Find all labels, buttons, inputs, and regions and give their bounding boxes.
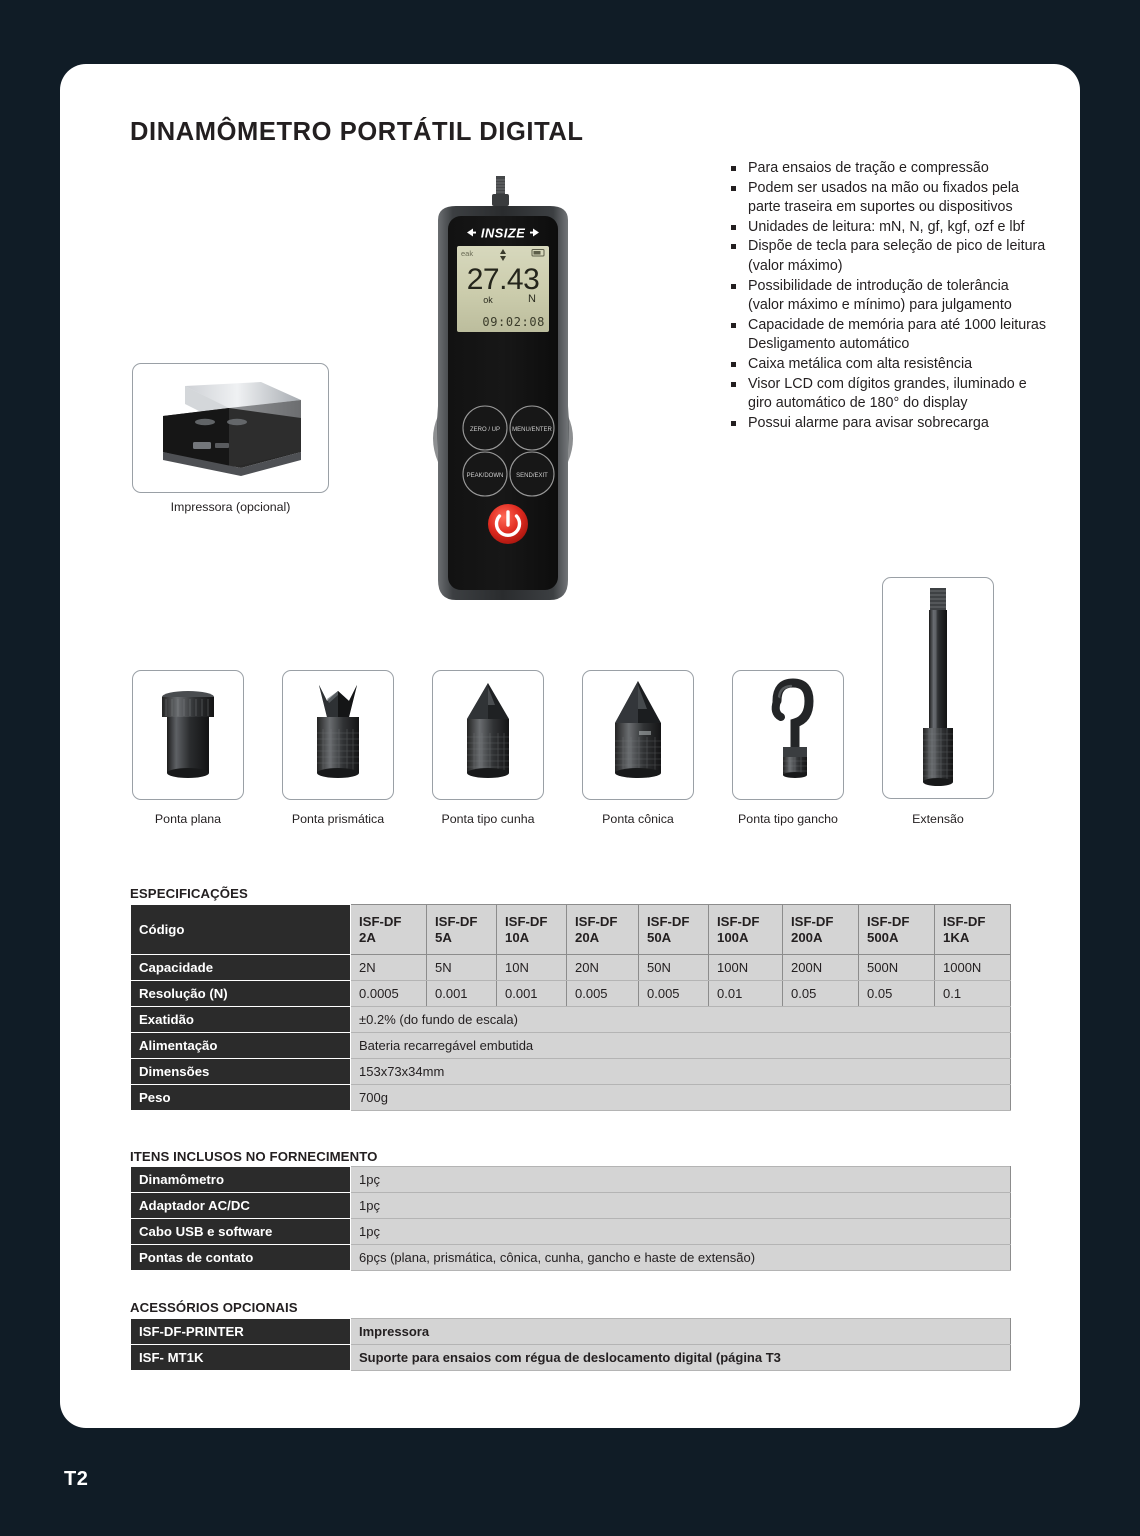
table-row: [131, 955, 1011, 981]
specs-heading: ESPECIFICAÇÕES: [130, 886, 248, 901]
accessory-caption: Ponta cônica: [602, 812, 674, 826]
cell: Bateria recarregável embutida: [351, 1033, 1011, 1059]
table-row: [131, 1193, 1011, 1219]
cell: Impressora: [351, 1319, 1011, 1345]
table-row: [131, 1245, 1011, 1271]
accessory-caption: Ponta prismática: [291, 812, 385, 826]
lcd-peak-label: eak: [461, 249, 474, 258]
cell: 700g: [351, 1085, 1011, 1111]
model-header: ISF-DF 2A: [351, 905, 427, 955]
cell: 1pç: [351, 1167, 1011, 1193]
cell: 1pç: [351, 1219, 1011, 1245]
feature-item: Capacidade de memória para até 1000 leituras: [728, 316, 1048, 336]
table-row: [131, 1007, 1011, 1033]
dynamometer-photo: [408, 176, 598, 636]
table-row: [131, 1219, 1011, 1245]
table-row: [131, 905, 1011, 955]
cell: 0.001: [497, 981, 567, 1007]
feature-item: Podem ser usados na mão ou fixados pela parte traseira em suportes ou dispositivos: [728, 179, 1048, 218]
wedge-tip-icon: [433, 671, 543, 799]
row-label: Alimentação: [131, 1033, 351, 1059]
cell: 100N: [709, 955, 783, 981]
lcd-time: 09:02:08: [482, 315, 545, 329]
specifications-table: [130, 904, 1011, 1111]
row-label: Exatidão: [131, 1007, 351, 1033]
accessory-frame-conical: [582, 670, 694, 800]
printer-photo-frame: [132, 363, 329, 493]
model-header: ISF-DF 200A: [783, 905, 859, 955]
dynamometer-icon: [408, 176, 598, 636]
model-header: ISF-DF 500A: [859, 905, 935, 955]
table-row: [131, 981, 1011, 1007]
accessory-caption: Ponta tipo cunha: [441, 812, 535, 826]
lcd-unit: N: [528, 293, 536, 305]
cell: 10N: [497, 955, 567, 981]
cell: ±0.2% (do fundo de escala): [351, 1007, 1011, 1033]
table-row: [131, 1345, 1011, 1371]
row-label: Dinamômetro: [131, 1167, 351, 1193]
page-card: [60, 64, 1080, 1428]
svg-text:ZERO / UP: ZERO / UP: [469, 427, 501, 433]
cell: 1pç: [351, 1193, 1011, 1219]
lcd-status: ok: [483, 295, 493, 305]
row-label: ISF-DF-PRINTER: [131, 1319, 351, 1345]
svg-text:PEAK/DOWN: PEAK/DOWN: [466, 473, 504, 479]
table-row: [131, 1085, 1011, 1111]
cell: 20N: [567, 955, 639, 981]
feature-item: Visor LCD com dígitos grandes, iluminado e giro automático de 180° do display: [728, 375, 1048, 414]
extension-rod-icon: [883, 578, 993, 798]
table-row: [131, 1059, 1011, 1085]
power-button: [488, 504, 528, 544]
cell: 500N: [859, 955, 935, 981]
model-header: ISF-DF 5A: [427, 905, 497, 955]
accessory-frame-prismatic: [282, 670, 394, 800]
model-header: ISF-DF 1KA: [935, 905, 1011, 955]
row-label: Cabo USB e software: [131, 1219, 351, 1245]
optional-heading: ACESSÓRIOS OPCIONAIS: [130, 1300, 298, 1315]
feature-item: Caixa metálica com alta resistência: [728, 355, 1048, 375]
cell: 0.0005: [351, 981, 427, 1007]
table-row: [131, 1033, 1011, 1059]
page-title: DINAMÔMETRO PORTÁTIL DIGITAL: [130, 118, 584, 146]
accessory-caption: Ponta tipo gancho: [738, 812, 838, 826]
accessory-caption: Extensão: [912, 812, 964, 826]
cell: 200N: [783, 955, 859, 981]
cell: 0.001: [427, 981, 497, 1007]
accessory-frame-wedge: [432, 670, 544, 800]
svg-text:MENU/ENTER: MENU/ENTER: [512, 427, 552, 433]
row-label: ISF- MT1K: [131, 1345, 351, 1371]
lcd-value: 27.43: [466, 263, 540, 296]
cell: 6pçs (plana, prismática, cônica, cunha, gancho e haste de extensão): [351, 1245, 1011, 1271]
cell: 0.005: [639, 981, 709, 1007]
row-label: Código: [131, 905, 351, 955]
optional-accessories-table: [130, 1318, 1011, 1371]
accessory-frame-flat: [132, 670, 244, 800]
accessory-frame-hook: [732, 670, 844, 800]
cell: Suporte para ensaios com régua de deslocamento digital (página T3: [351, 1345, 1011, 1371]
printer-caption: Impressora (opcional): [170, 500, 291, 514]
feature-item: Dispõe de tecla para seleção de pico de leitura (valor máximo): [728, 237, 1048, 276]
table-row: [131, 1167, 1011, 1193]
included-items-table: [130, 1166, 1011, 1271]
cell: 0.05: [859, 981, 935, 1007]
cell: 0.1: [935, 981, 1011, 1007]
svg-text:INSIZE: INSIZE: [480, 225, 526, 241]
feature-item: Possibilidade de introdução de tolerância (valor máximo e mínimo) para julgamento: [728, 277, 1048, 316]
page-number: T2: [64, 1468, 89, 1490]
cell: 0.01: [709, 981, 783, 1007]
feature-item: Unidades de leitura: mN, N, gf, kgf, ozf e lbf: [728, 218, 1048, 238]
row-label: Peso: [131, 1085, 351, 1111]
row-label: Adaptador AC/DC: [131, 1193, 351, 1219]
cell: 0.05: [783, 981, 859, 1007]
row-label: Dimensões: [131, 1059, 351, 1085]
cell: 153x73x34mm: [351, 1059, 1011, 1085]
prismatic-tip-icon: [283, 671, 393, 799]
printer-icon: [133, 364, 328, 492]
model-header: ISF-DF 20A: [567, 905, 639, 955]
row-label: Resolução (N): [131, 981, 351, 1007]
included-heading: ITENS INCLUSOS NO FORNECIMENTO: [130, 1149, 378, 1164]
feature-item: Desligamento automático: [748, 336, 910, 353]
flat-tip-icon: [133, 671, 243, 799]
cell: 5N: [427, 955, 497, 981]
model-header: ISF-DF 10A: [497, 905, 567, 955]
row-label: Capacidade: [131, 955, 351, 981]
conical-tip-icon: [583, 671, 693, 799]
hook-tip-icon: [733, 671, 843, 799]
cell: 2N: [351, 955, 427, 981]
row-label: Pontas de contato: [131, 1245, 351, 1271]
feature-list: [728, 159, 1048, 433]
accessory-frame-extension: [882, 577, 994, 799]
accessory-caption: Ponta plana: [154, 812, 222, 826]
cell: 50N: [639, 955, 709, 981]
feature-item: Possui alarme para avisar sobrecarga: [728, 414, 1048, 434]
feature-item: Para ensaios de tração e compressão: [728, 159, 1048, 179]
svg-text:SEND/EXIT: SEND/EXIT: [516, 473, 548, 479]
cell: 0.005: [567, 981, 639, 1007]
model-header: ISF-DF 50A: [639, 905, 709, 955]
model-header: ISF-DF 100A: [709, 905, 783, 955]
cell: 1000N: [935, 955, 1011, 981]
table-row: [131, 1319, 1011, 1345]
